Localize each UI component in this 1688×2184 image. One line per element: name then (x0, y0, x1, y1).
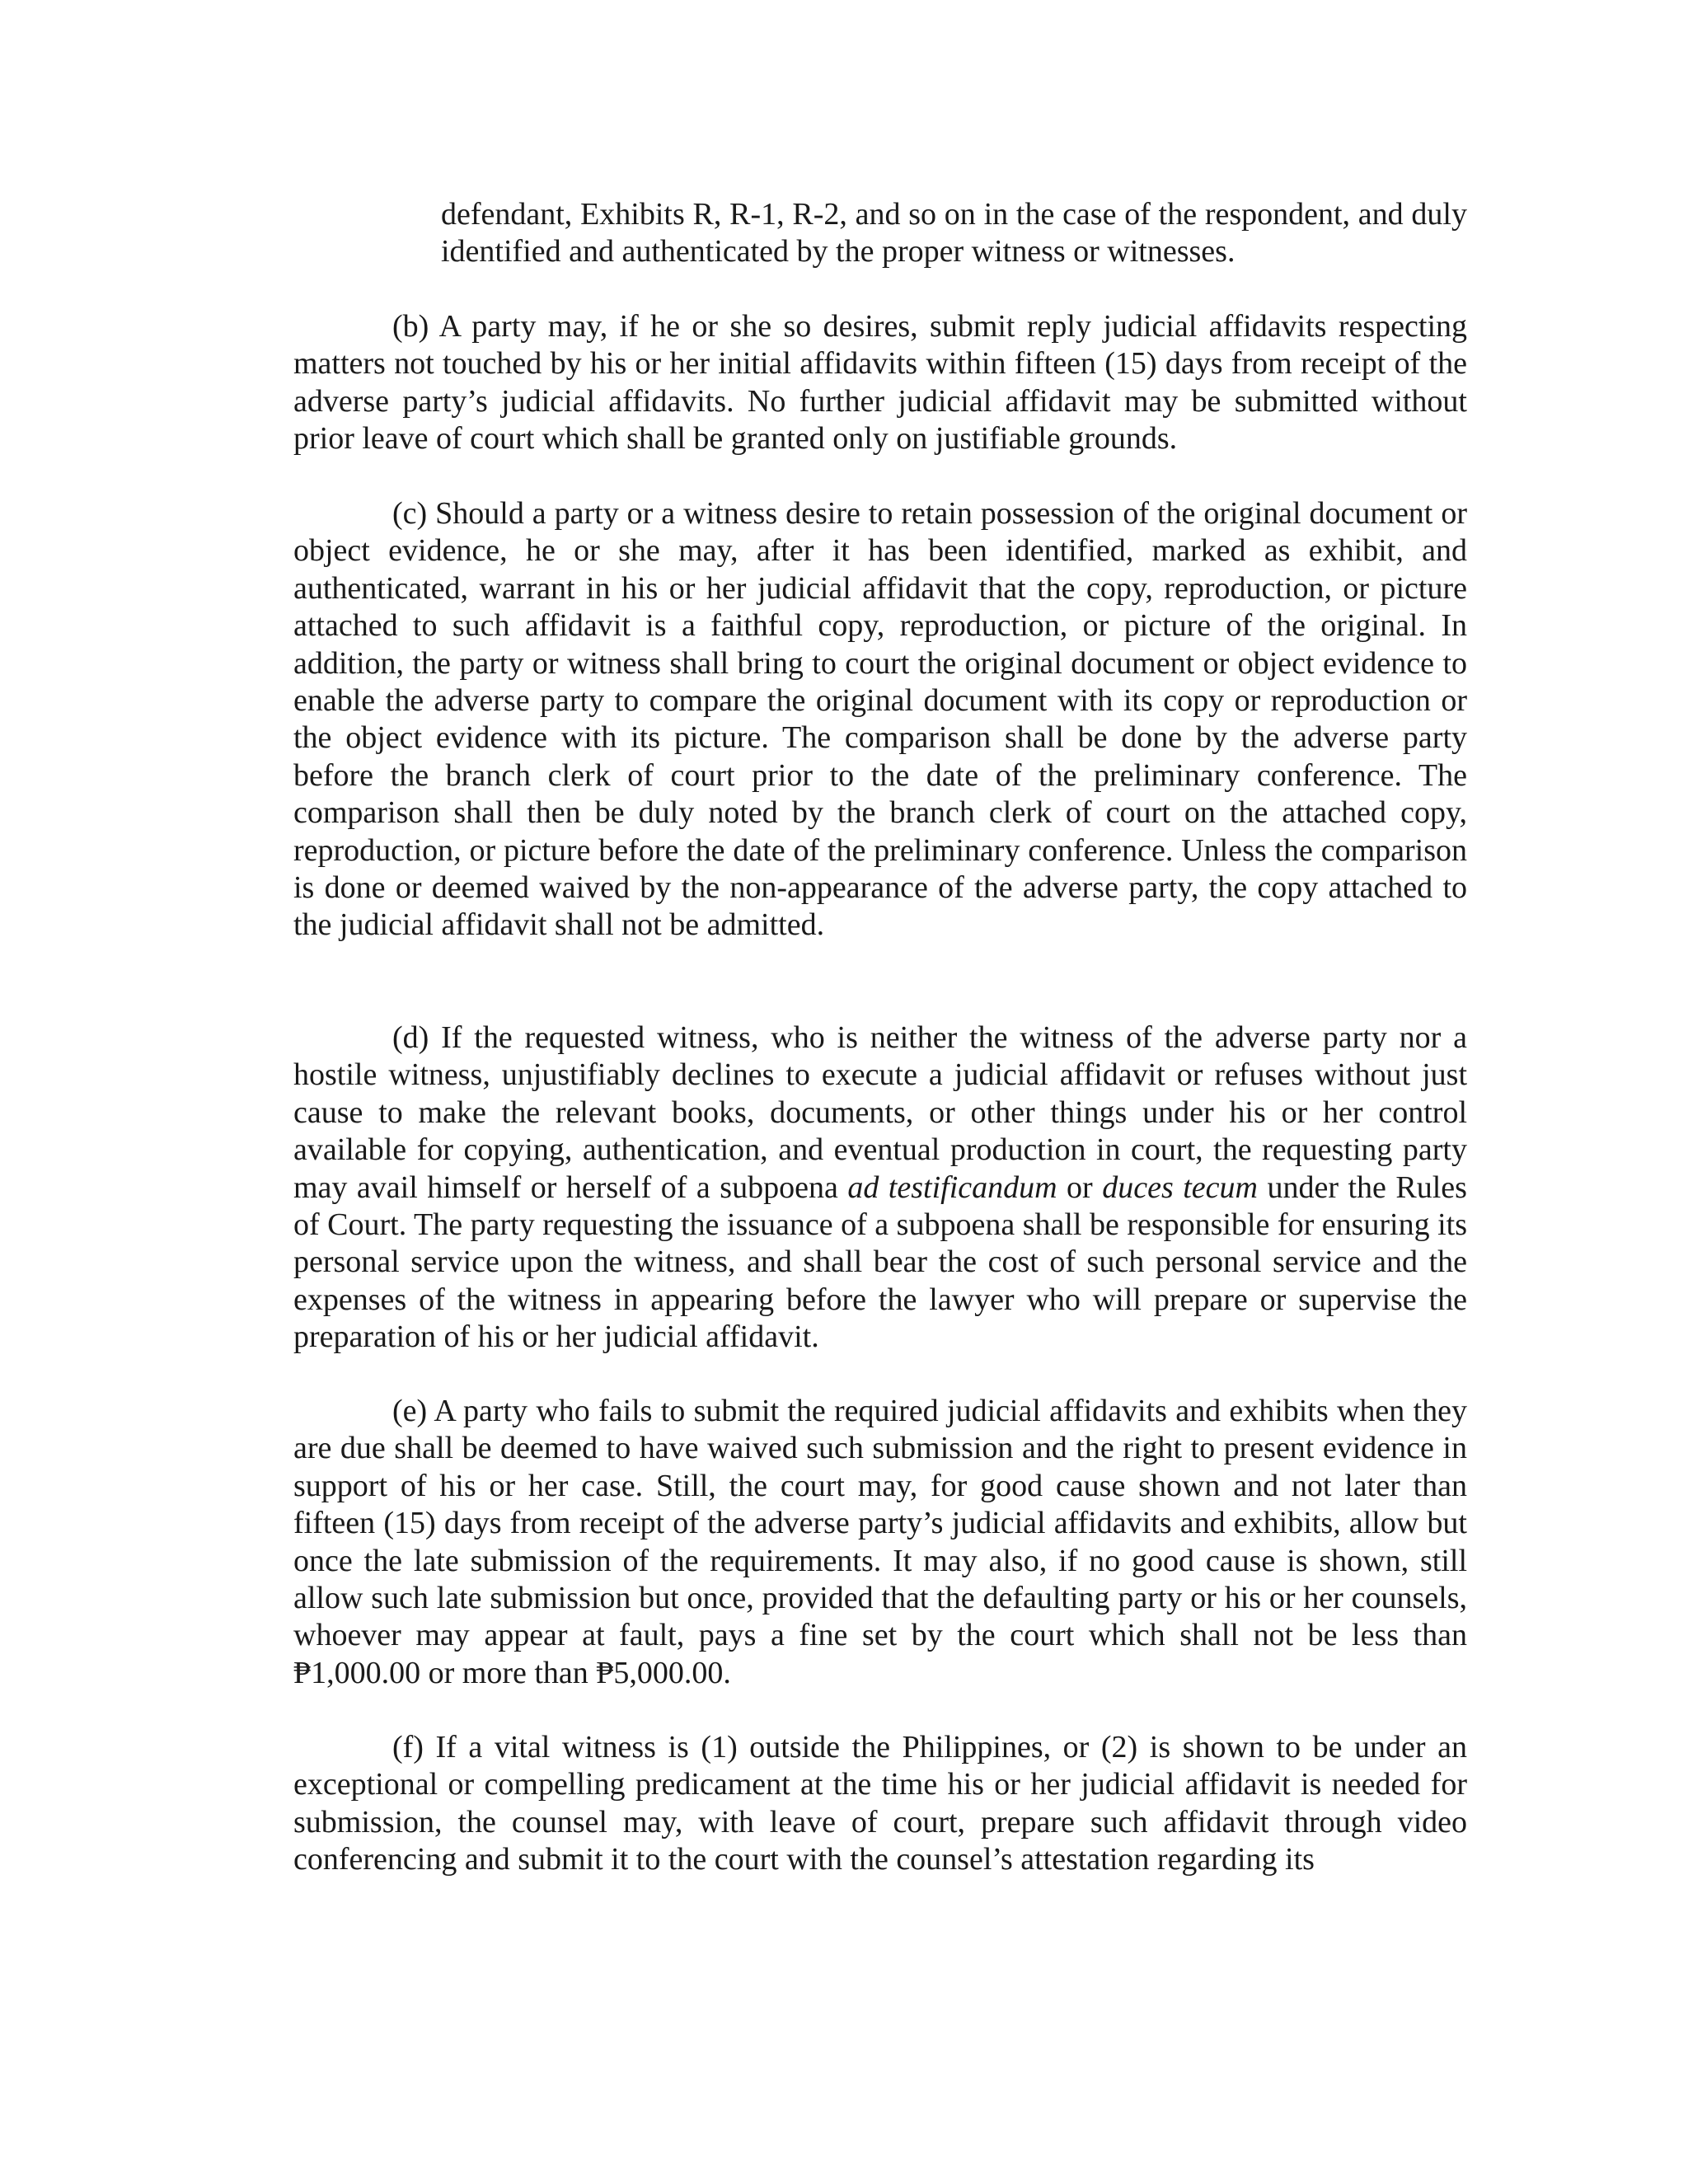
paragraph-d-text-1: (d) If the requested witness, who is neither the witness of the adverse party nor a hostile witness, unjustifiably declines to execute a judicial affidavit or refuses without just cause to make the relevant books, documents, or other things under his or her control available for copying, authentication, and eventual production in court, the requesting party may avail himself or herself of a subpoena (293, 1020, 1467, 1205)
paragraph-d-italic-duces-tecum: duces tecum (1102, 1169, 1258, 1205)
paragraph-d (293, 1019, 1467, 1357)
paragraph-f: (f) If a vital witness is (1) outside the Philippines, or (2) is shown to be under an exceptional or compelling predicament at the time his or her judicial affidavit is needed for submission, the counsel may, with leave of court, prepare such affidavit through video conferencing and submit it to the court with the counsel’s attestation regarding its (293, 1730, 1467, 1877)
paragraph-c: (c) Should a party or a witness desire to retain possession of the original document or object evidence, he or she may, after it has been identified, marked as exhibit, and authenticated, warrant in his or her judicial affidavit that the copy, reproduction, or picture attached to such affidavit is a faithful copy, reproduction, or picture of the original. In addition, the party or witness shall bring to court the original document or object evidence to enable the adverse party to compare the original document with its copy or reproduction or the object evidence with its picture. The comparison shall be done by the adverse party before the branch clerk of court prior to the date of the preliminary conference. The comparison shall then be duly noted by the branch clerk of court on the attached copy, reproduction, or picture before the date of the preliminary conference. Unless the comparison is done or deemed waived by the non-appearance of the adverse party, the copy attached to the judicial affidavit shall not be admitted. (293, 496, 1467, 943)
paragraph-d-italic-ad-testificandum: ad testificandum (847, 1169, 1057, 1205)
continuation-paragraph: defendant, Exhibits R, R-1, R-2, and so on in the case of the respondent, and duly identified and authenticated by the proper witness or witnesses. (441, 197, 1467, 269)
paragraph-b: (b) A party may, if he or she so desires, submit reply judicial affidavits respecting matters not touched by his or her initial affidavits within fifteen (15) days from receipt of the adverse party’s judicial affidavits. No further judicial affidavit may be submitted without prior leave of court which shall be granted only on justifiable grounds. (293, 309, 1467, 457)
paragraph-e: (e) A party who fails to submit the required judicial affidavits and exhibits when they are due shall be deemed to have waived such submission and the right to present evidence in support of his or her case. Still, the court may, for good cause shown and not later than fifteen (15) days from receipt of the adverse party’s judicial affidavits and exhibits, allow but once the late submission of the requirements. It may also, if no good cause is shown, still allow such late submission but once, provided that the defaulting party or his or her counsels, whoever may appear at fault, pays a fine set by the court which shall not be less than ₱1,000.00 or more than ₱5,000.00. (293, 1394, 1467, 1690)
paragraph-d-text-3: under the Rules of Court. The party requesting the issuance of a subpoena shall be responsible for ensuring its personal service upon the witness, and shall bear the cost of such personal service and the expenses of the witness in appearing before the lawyer who will prepare or supervise the preparation of his or her judicial affidavit. (293, 1169, 1467, 1355)
paragraph-d-text-2: or (1057, 1169, 1103, 1205)
